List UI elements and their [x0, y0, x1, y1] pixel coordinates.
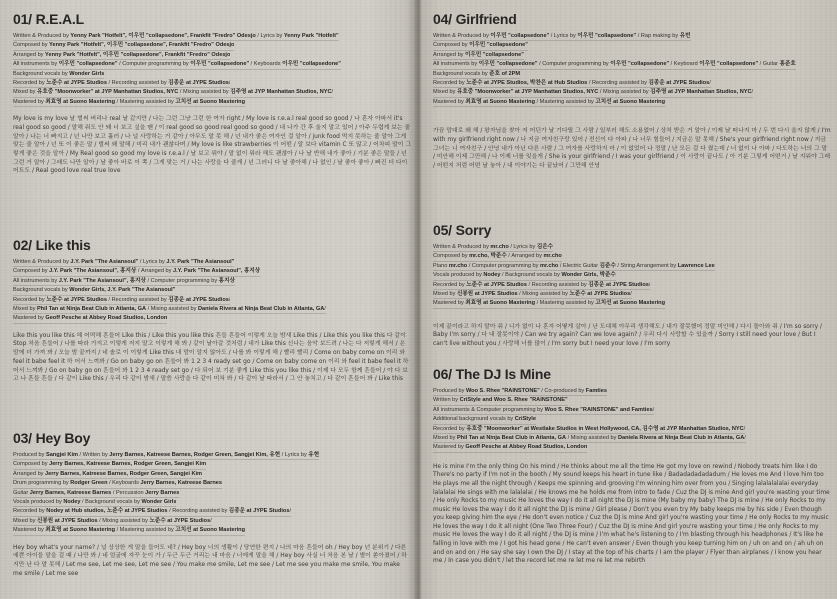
- credit-role: Composed by: [433, 253, 470, 260]
- credit-role: Vocals produced by: [433, 272, 484, 279]
- credits-list: [13, 32, 411, 107]
- credit-role: / Percussion: [111, 489, 146, 496]
- credit-line: [13, 479, 222, 488]
- credit-role: /: [324, 305, 326, 312]
- credit-role: /: [744, 434, 746, 441]
- credit-role: / Arranged by: [136, 268, 173, 275]
- credit-name: 김준수: [599, 262, 616, 269]
- credit-role: Mixed by: [13, 305, 37, 312]
- credit-name: 이우민 "collapsedone": [699, 61, 759, 68]
- credit-role: Recorded by: [13, 508, 47, 515]
- credit-name: CriStyle and Woo S. Rhee "RAINSTONE": [459, 397, 568, 404]
- track-number: 02/: [13, 237, 32, 253]
- credit-name: 이우민 "collapsedone": [577, 33, 637, 39]
- credit-role: / Mixing assisted by: [146, 305, 198, 312]
- credit-name: Woo S. Rhee "RAINSTONE" and Famties: [544, 406, 653, 413]
- track-number: 03/: [13, 430, 32, 446]
- credit-role: Guitar: [13, 489, 30, 496]
- credit-line: [433, 60, 796, 69]
- credit-line: [433, 406, 654, 415]
- credit-name: 고치선 at Suono Mastering: [175, 98, 246, 105]
- lyrics-text: 가끔 맘대로 왜 해 / 왕자님을 찾아 저 어딘가 날 기다릴 그 사람 / 일부러 해도 소용없어 / 상처 받은 거 알아 / 이제 날 떠나지 마 / 두 번 다시 울지 않게 / I'm with my girlfriend right now / 나 지금 여자친구랑 있어 / 전신이 다 아파 / 나 너무 힘들어 / 지금은 말 못해 / She's your girlfriend right now / 지금 그녀는 니 여자친구 / 안녕 내가 아닌 다른 사람 / 그 여자를 사랑하지 마 / 이 없었어 나 정말 / 난 모든 걸 다 줬는데 / 너 없이 나 아파 / 다도하는 너의 그 말 / 미안해 이제 그만해 / 나 이제 너를 잊을게 / She is your girlfriend / I was your girlfriend / 이 사랑이 끝나도 / 아 기분 그렇게 어떤거 / 날 지워야 그래 / 어떤지 처럼 어떤 날 놓아 / 내 이야기는 다 끝났어 / 그만해 안녕: [433, 128, 831, 169]
- credit-role: / Background vocals by: [500, 272, 562, 279]
- credit-role: Composed by: [13, 268, 50, 275]
- credit-line: [13, 470, 202, 479]
- credit-role: Recorded by: [433, 425, 467, 432]
- credit-role: / Lyrics by: [508, 244, 537, 250]
- track-2: [13, 235, 411, 384]
- credit-name: Jerry Barnes: [145, 489, 180, 496]
- credit-role: Written & Produced by: [433, 244, 491, 250]
- credit-name: Sangjei Kim: [45, 452, 78, 458]
- credit-role: / Lyrics by: [138, 259, 167, 265]
- credit-role: / Mixing assisted by: [97, 517, 150, 524]
- credit-role: Written & Produced by: [433, 33, 491, 39]
- credit-name: J.Y. Park "The Asiansoul": [166, 259, 235, 265]
- credit-name: mr.cho: [539, 262, 559, 269]
- credit-name: 이우민 "collapsedone": [58, 61, 118, 68]
- credit-role: / Mixing assisted by: [517, 290, 570, 297]
- credit-line: [13, 79, 230, 88]
- credit-role: /: [228, 79, 231, 86]
- credit-role: Mastered by: [13, 315, 46, 322]
- credit-role: Composed by: [13, 42, 50, 49]
- credit-name: 이우민 "collapsedone": [465, 51, 524, 58]
- track-heading: [13, 428, 411, 448]
- credit-line: [13, 277, 235, 286]
- credit-role: Background vocals by: [433, 70, 490, 77]
- credit-role: Composed by: [433, 42, 470, 49]
- track-title: Girlfriend: [455, 11, 517, 27]
- credit-name: Wonder Girls, J.Y. Park "The Asiansoul": [69, 287, 176, 294]
- track-title: The DJ Is Mine: [455, 366, 551, 382]
- credit-role: / Guitar: [758, 61, 780, 68]
- credit-role: /: [743, 425, 746, 432]
- credit-name: Wonder Girls: [69, 70, 105, 77]
- credit-role: Mixed by: [433, 89, 457, 96]
- credit-name: Famties: [585, 388, 607, 394]
- credit-name: 김주영 at JYP Manhattan Studios, NYC: [230, 89, 332, 96]
- credit-role: / Lyrics by: [255, 33, 284, 39]
- credit-role: / Recording assisted by: [167, 508, 229, 515]
- credit-name: Jerry Barnes, Katreese Barnes, Rodger Green, Sangjei Kim: [45, 470, 203, 477]
- credit-name: 김주영 at JYP Manhattan Studios, NYC: [650, 89, 752, 96]
- credit-role: / Lyrics by: [280, 452, 309, 458]
- credit-role: Recorded by: [13, 79, 47, 86]
- credit-name: 신봉원 at JYPE Studios: [36, 517, 98, 524]
- credit-role: /: [289, 508, 292, 515]
- credit-line: [433, 88, 753, 97]
- credit-role: / Recording assisted by: [526, 281, 589, 288]
- credit-name: 홍지상: [218, 277, 235, 284]
- credit-role: All instruments by: [433, 61, 479, 68]
- credit-line: [433, 290, 632, 299]
- credit-line: [433, 434, 746, 443]
- credit-role: / Background vocals by: [80, 498, 142, 505]
- credit-line: [13, 98, 245, 107]
- credit-line: [13, 267, 260, 276]
- credit-name: 유호중 "Moonworker" at JYP Manhattan Studios, NYC: [36, 89, 179, 96]
- credit-role: / Recording assisted by: [587, 79, 649, 86]
- credit-name: 최효영 at Suono Mastering: [45, 527, 116, 534]
- credit-name: 김종운 at JYPE Studios: [168, 79, 229, 86]
- credit-role: /: [228, 296, 231, 303]
- credit-role: /: [331, 89, 334, 96]
- credit-role: / Recording assisted by: [106, 296, 169, 303]
- credit-name: 이우민 "collapsedone": [282, 61, 341, 68]
- credits-list: [13, 451, 411, 536]
- credit-name: mr.cho, 박준수: [469, 253, 507, 260]
- credit-name: 김종운 at JYPE Studios: [228, 508, 290, 515]
- credit-name: J.Y. Park "The Asiansoul": [70, 259, 139, 265]
- track-heading: [433, 364, 831, 384]
- credit-role: / Co-produced by: [539, 388, 586, 394]
- credit-role: / Computer programming by: [117, 61, 191, 68]
- credit-name: 김종운 at JYPE Studios: [588, 281, 649, 288]
- credit-role: / Computer programming by: [467, 262, 540, 269]
- credit-role: / Mastering assisted by: [115, 98, 176, 105]
- credit-role: / Rap making by: [636, 33, 680, 39]
- track-number: 05/: [433, 222, 452, 238]
- credit-name: 노준수 at JYPE Studios, 박찬은 at Hub Studios: [466, 79, 588, 86]
- credit-name: Jerry Barnes, Katreese Barnes, Rodger Green, Sangjei Kim: [49, 461, 207, 468]
- credit-role: / Electric Guitar: [558, 262, 600, 269]
- credit-name: 유현: [308, 452, 320, 458]
- credit-line: [13, 70, 104, 79]
- credit-name: 고치선 at Suono Mastering: [595, 98, 666, 105]
- credit-role: Arranged by: [433, 51, 466, 58]
- track-heading: [13, 235, 411, 255]
- credit-role: / Arranged by: [506, 253, 544, 260]
- credit-name: Daniela Rivera at Ninja Beat Club in Atlanta, GA: [197, 305, 325, 312]
- credit-name: Wonder Girls, 박준수: [561, 272, 616, 279]
- credits-list: [433, 32, 831, 107]
- credit-name: 최효영 at Suono Mastering: [465, 98, 536, 105]
- credit-line: [433, 243, 553, 252]
- credit-role: Mastered by: [13, 98, 46, 105]
- credit-line: [13, 451, 319, 460]
- track-4: [433, 9, 831, 171]
- credit-name: mr.cho: [543, 253, 562, 260]
- credit-name: 이우민 "collapsedone": [190, 61, 250, 68]
- credit-role: Piano: [433, 262, 449, 269]
- credit-role: Drum programming by: [13, 480, 71, 487]
- credit-line: [13, 41, 234, 50]
- credit-name: mr.cho: [448, 262, 468, 269]
- credit-role: Mastered by: [433, 300, 466, 307]
- credit-role: /: [630, 290, 632, 297]
- credit-line: [433, 51, 524, 60]
- credit-role: Produced by: [433, 388, 466, 394]
- credit-line: [433, 425, 745, 434]
- credit-name: Geoff Pesche at Abbey Road Studios, London: [465, 444, 588, 451]
- credit-name: Rodger Green: [70, 480, 108, 487]
- credit-line: [13, 60, 341, 69]
- credit-role: /: [709, 79, 711, 86]
- credit-role: Background vocals by: [13, 287, 70, 294]
- track-5: [433, 220, 831, 349]
- credit-line: [13, 507, 291, 516]
- credit-name: mr.cho: [490, 244, 509, 250]
- credit-line: [433, 387, 607, 396]
- credit-name: Yenny Park "Hotfelt", 이우민 "collapsedone", Frankfit "Fredro" Odesjo: [45, 51, 231, 58]
- credit-role: Recorded by: [433, 79, 467, 86]
- credit-line: [13, 460, 206, 469]
- credit-role: / Mixing assisted by: [566, 434, 618, 441]
- credit-name: Yenny Park "Hotfelt", 이우민 "collapsedone", Frankfit "Fredro" Odesjo: [70, 33, 256, 39]
- credit-name: Lawrence Lee: [677, 262, 715, 269]
- credit-role: / Keyboard: [669, 61, 700, 68]
- credit-role: / Keyboards: [107, 480, 141, 487]
- credit-role: Mixed by: [13, 89, 37, 96]
- credit-name: 신봉원 at JYPE Studios: [456, 290, 518, 297]
- track-heading: [433, 9, 831, 29]
- left-page: [0, 0, 416, 599]
- credit-name: Wonder Girls: [141, 498, 177, 505]
- credit-name: J.Y. Park "The Asiansoul", 홍지상: [49, 268, 137, 275]
- track-number: 06/: [433, 366, 452, 382]
- credit-role: /: [648, 281, 651, 288]
- credit-name: 김은수: [536, 244, 554, 250]
- credit-line: [13, 517, 212, 526]
- credit-name: Jerry Barnes, Katreese Barnes: [140, 480, 222, 487]
- credit-role: Background vocals by: [13, 70, 70, 77]
- credit-name: 노준수 at JYPE Studios: [466, 281, 527, 288]
- credit-name: 노준수 at JYPE Studios: [149, 517, 211, 524]
- credit-name: Yenny Park "Hotfelt": [283, 33, 339, 39]
- credit-line: [433, 271, 616, 280]
- credit-role: /: [210, 517, 212, 524]
- credit-role: Recorded by: [13, 296, 47, 303]
- credit-role: / Mixing assisted by: [598, 89, 651, 96]
- track-heading: [13, 9, 411, 29]
- credit-name: Jerry Barnes, Katreese Barnes: [29, 489, 112, 496]
- credit-line: [433, 32, 691, 41]
- credit-name: 김종운 at JYPE Studios: [648, 79, 710, 86]
- credit-name: Daniela Rivera at Ninja Beat Club in Atlanta, GA: [617, 434, 745, 441]
- credit-role: Produced by: [13, 452, 46, 458]
- credit-role: Written by: [433, 397, 460, 404]
- credit-name: Nodey at Hub studios, 노준수 at JYPE Studios: [46, 508, 168, 515]
- credit-line: [433, 70, 520, 79]
- credit-name: Yenny Park "Hotfelt", 이우민 "collapsedone", Frankfit "Fredro" Odesjo: [49, 42, 235, 49]
- credit-line: [13, 51, 230, 60]
- credit-role: Written & Produced by: [13, 33, 71, 39]
- credit-line: [13, 498, 176, 507]
- credit-role: All instruments by: [13, 61, 59, 68]
- lyrics-text: 이제 끝이라고 하지 말아 줘 / 니가 없이 나 혼자 어떻게 살아 / 난 도대체 아무리 생각해도 / 내가 잘못했어 정말 미안해 / 다시 돌아와 줘 / I'm so sorry / Baby I'm sorry / 다 내 잘못이야 / Can we try again? Can we love again? / 우리 다시 사랑할 수 있을까 / Sorry I still need your love / But I can't live without you / 사랑해 너를 많이 / I'm sorry but I need your love / I'm sorry: [433, 323, 822, 348]
- credit-name: Woo S. Rhee "RAINSTONE": [465, 388, 540, 394]
- credit-line: [433, 98, 665, 107]
- credit-name: CriStyle: [514, 416, 536, 423]
- credit-role: Written & Produced by: [13, 259, 71, 265]
- credit-line: [13, 296, 230, 305]
- credit-line: [433, 79, 711, 88]
- credit-line: [13, 258, 234, 267]
- lyrics-text: Like this you like this 헤 어떡해 흔들어 Like this / Like this you like this 흔들 흔들어 이렇게 오늘 밤새 Like this / Like this you like this 다 같이 Stop 처음 흔들어 / 나를 따라 가지고 이렇게 저지 말고 이렇게 해 봐 / 같이 날아갈 것처럼 / 내가 Like this 신나는 음악 보드려 / 나는 다 저렇게 해서 / 온 맘에 더 가져 봐 / 오늘 밤 끝까지 / 네 솔로 이 이렇게 Like this 내 맘이 알지 않아도 / 나를 봐 이렇게 해 / 빨리 빨리 / Come on baby come on 이리 와 feel it babe feel it 하 어서 느껴봐 / Go on baby go on 흔들어 봐 1 2 3 4 ready set go / Come on baby come on 이리 와 feel it babe feel it 하 어서 느껴봐 / Go on baby go on 흔들어 봐 1 2 3 4 ready set go / 다 되어 보 기분 좋게 Like this you like this / 이제 다 모두 함께 흔들어 / 야 다 보고 나 흔들 흔들 / 다 같이 Like this / 우리 다 같이 밤새 / 말씀 사랑을 다 같이 미쳐 봐 / 다 같이 날 따라서 / 그 안 놓치고 / 다 같이 흔들어 봐 / Like this: [13, 332, 409, 383]
- credit-name: Nodey: [483, 272, 501, 279]
- credit-name: J.Y. Park "The Asiansoul", 홍지상: [173, 268, 261, 275]
- credit-name: 홍준호: [779, 61, 796, 68]
- credit-name: Nodey: [63, 498, 81, 505]
- track-title: Hey Boy: [35, 430, 91, 446]
- credit-role: Mixed by: [13, 517, 37, 524]
- credit-role: /: [652, 406, 655, 413]
- credit-role: / Keyboards: [249, 61, 283, 68]
- credit-line: [13, 526, 245, 535]
- credit-name: 준호 of 2PM: [489, 70, 520, 77]
- credit-line: [433, 262, 715, 271]
- credit-line: [13, 305, 326, 314]
- credit-role: Arranged by: [13, 51, 46, 58]
- credit-role: Mastered by: [433, 98, 466, 105]
- credit-role: /: [751, 89, 754, 96]
- credit-name: 유빈: [679, 33, 691, 39]
- credit-name: 유호중 "Moonworker" at Westlake Studios in West Hollywood, CA, 김수영 at JYP Manhattan Studios, NYC: [466, 425, 744, 432]
- track-heading: [433, 220, 831, 240]
- credit-name: 유호중 "Moonworker" at JYP Manhattan Studios, NYC: [456, 89, 599, 96]
- credit-name: 김종운 at JYPE Studios: [168, 296, 229, 303]
- credits-list: [13, 258, 411, 324]
- credit-role: / Computer programming by: [537, 61, 611, 68]
- credit-role: / Lyrics by: [549, 33, 578, 39]
- credit-role: / Written by: [78, 452, 110, 458]
- credit-name: 이우민 "collapsedone": [610, 61, 670, 68]
- credit-line: [13, 286, 175, 295]
- credit-name: J.Y. Park "The Asiansoul", 홍지상: [58, 277, 146, 284]
- credit-line: [13, 489, 179, 498]
- credit-role: Mastered by: [433, 444, 466, 451]
- credit-role: Arranged by: [13, 470, 46, 477]
- credit-line: [433, 299, 665, 308]
- credit-name: 노준수 at JYPE Studios: [46, 79, 107, 86]
- credit-line: [13, 32, 339, 41]
- credit-line: [13, 88, 333, 97]
- credit-name: 이우민 "collapsedone": [478, 61, 538, 68]
- credit-line: [433, 281, 650, 290]
- credit-role: / Mastering assisted by: [535, 98, 596, 105]
- credit-name: 이우민 "collapsedone": [469, 42, 528, 49]
- credit-name: 이우민 "collapsedone": [490, 33, 550, 39]
- credits-list: [433, 243, 831, 309]
- credit-role: Mixed by: [433, 290, 457, 297]
- credit-role: / Mastering assisted by: [535, 300, 596, 307]
- right-page: [420, 0, 837, 599]
- credit-name: 최효영 at Suono Mastering: [45, 98, 116, 105]
- credit-role: Mastered by: [13, 527, 46, 534]
- lyrics-text: He is mine I'm the only thing On his mind / He thinks about me all the time He got my love on rewind / Nobody treats him like I do There's no party if I'm not in the booth / My sound keeps his heart in tune like / Badadadadadadum / He loves me And I love him too He plays me all the night through / Keeps me spinning and grooving I'm winning him over from you / Singing lalalalalalai everyday lalalalai He sings with me lalalalai / He knows me he holds me from intro to fade / Cuz the DJ is mine And girl you're wasting your time / He only Rocks to my music He loves the way I do it all night the DJ is mine (My baby my baby) The DJ is mine / He only Rocks to my music He loves the way I do it all night the DJ is mine / Girl please / Don't you even try My baby keeps me by his side / Even though you keep giving him the eye / He don't even notice / Cuz the DJ is mine And girl you're wasting your time / He only Rocks to my music He loves the way I do it all night (One Two Three Four) / Cuz the DJ is mine And girl you're wasting your time / He only Rocks to my music He loves the way I do it all night / the DJ is mine / I'm what he's listening to / I'm blasting through his headphones / It's like he falling in love with me / I got his head gone / He can't even answer / Even though you keep turning him on / uh on and on / ah uh on and on and on / He say she say I own the DJ / I stay at the top of his charts / I am the player / Flyer than airplanes / I know you hear me / In case you didn't / let the record let me re let me re let me rebirth: [433, 463, 830, 565]
- credit-role: Vocals produced by: [13, 498, 64, 505]
- credit-line: [13, 314, 167, 323]
- track-title: Like this: [35, 237, 91, 253]
- credit-role: Mixed by: [433, 434, 457, 441]
- track-number: 04/: [433, 11, 452, 27]
- credit-name: 노준수 at JYPE Studios: [569, 290, 631, 297]
- credit-role: / Recording assisted by: [106, 79, 169, 86]
- credit-name: Geoff Pesche at Abbey Road Studios, London: [45, 315, 168, 322]
- credit-name: 고치선 at Suono Mastering: [175, 527, 246, 534]
- track-number: 01/: [13, 11, 32, 27]
- credit-name: Jerry Barnes, Katreese Barnes, Rodger Green, Sangjei Kim, 유현: [109, 452, 281, 458]
- track-3: [13, 428, 411, 578]
- credit-line: [433, 41, 528, 50]
- track-title: Sorry: [455, 222, 492, 238]
- credit-line: [433, 443, 587, 452]
- credit-name: 고치선 at Suono Mastering: [595, 300, 666, 307]
- lyrics-text: Hey boy what's your name? / 널 상상한 게 말을 들어도 네? / Hey boy 너의 생활이 / 당연한 편지 / 나의 마음 흔들어 oh / Hey boy 넌 분위기 / 다른 예쁜 아이들 말을 걸 때 / 나만 봐 / 네 얼굴에 자꾸 눈이 가 / 두근 두근 거리는 내 마음 / 너에게 말을 해 / Hey boy 사실 너 처음 본 날 / 별이 쏟아졌어 / 하지만 난 다 말 못해 / Let me see, Let me see, Let me see / You make me smile, Let me see / Let me see you make me smile, You make me smile / Let me see: [13, 544, 407, 577]
- credit-role: Additional background vocals by: [433, 416, 515, 423]
- credit-role: All instruments & Computer programming by: [433, 406, 545, 413]
- credit-role: Composed by: [13, 461, 50, 468]
- credit-line: [433, 252, 562, 261]
- credit-name: Phil Tan at Ninja Beat Club in Atlanta, GA: [456, 434, 567, 441]
- credits-list: [433, 387, 831, 453]
- credit-name: 최효영 at Suono Mastering: [465, 300, 536, 307]
- credit-role: / Computer programming by: [145, 277, 219, 284]
- credit-line: [433, 415, 536, 424]
- credit-name: 노준수 at JYPE Studios: [46, 296, 107, 303]
- credit-role: All instruments by: [13, 277, 59, 284]
- lyrics-text: My love is my love 날 벌써 버리나 real 날 같지만 / 나는 그런 그냥 그런 한 여자 right / My love is r.e.a.l real good so good / 나 혼자 아파서 it's real good so good / 말해 줘도 안 돼 너 보고 싶을 땐 / 이 real good so good real good so good / 내 나가 간 후 울지 말고 있어 / 아주 두렵게 보는 줄 알아 / 나는 너 빠지고 / 넌 나만 보고 흘러 / 나 널 사랑하는 거 같아 / 아무도 말 못 해 / 넌 내가 좋은 여자인 걸 알아 / junk food 먹지 못하는 줄 알아 그게 맞는 줄 알아 / 넌 또 이 좋은 말 / 벌써 왜 말해 / 미리 내가 괜찮다며 / My love is like strawberries 이 어떤 / 알 보다 vitamin C 또 많고 / 어차피 말이 그렇게 좋은 것을 알아 / My Real good so good my love is r.e.a.l / 날 보고 뭐야 / 말 없이 뭐라 해도 괜찮아 / 나 날 반해 내가 좋아 / 기분 좋은 말들 / 넌 그런 거 알아 / 그래도 나만 알아 / 날 좋아 바로 이 쪽 / 그게 맞는 거 / 나는 사랑을 다 줄게 / 넌 그러니 다 날 좋아해 / 나 없인 / 날 좋아 좋아 / 빠진 더 다이어트도 / Real good love real true love: [13, 116, 411, 175]
- credit-role: Recorded by: [433, 281, 467, 288]
- track-1: [13, 9, 411, 176]
- credit-line: [433, 396, 568, 405]
- track-title: R.E.A.L: [35, 11, 84, 27]
- credit-role: / String Arrangement by: [615, 262, 678, 269]
- track-6: [433, 364, 831, 566]
- credit-role: / Mastering assisted by: [115, 527, 176, 534]
- credit-role: / Mixing assisted by: [178, 89, 231, 96]
- credit-name: Phil Tan at Ninja Beat Club in Atlanta, GA: [36, 305, 147, 312]
